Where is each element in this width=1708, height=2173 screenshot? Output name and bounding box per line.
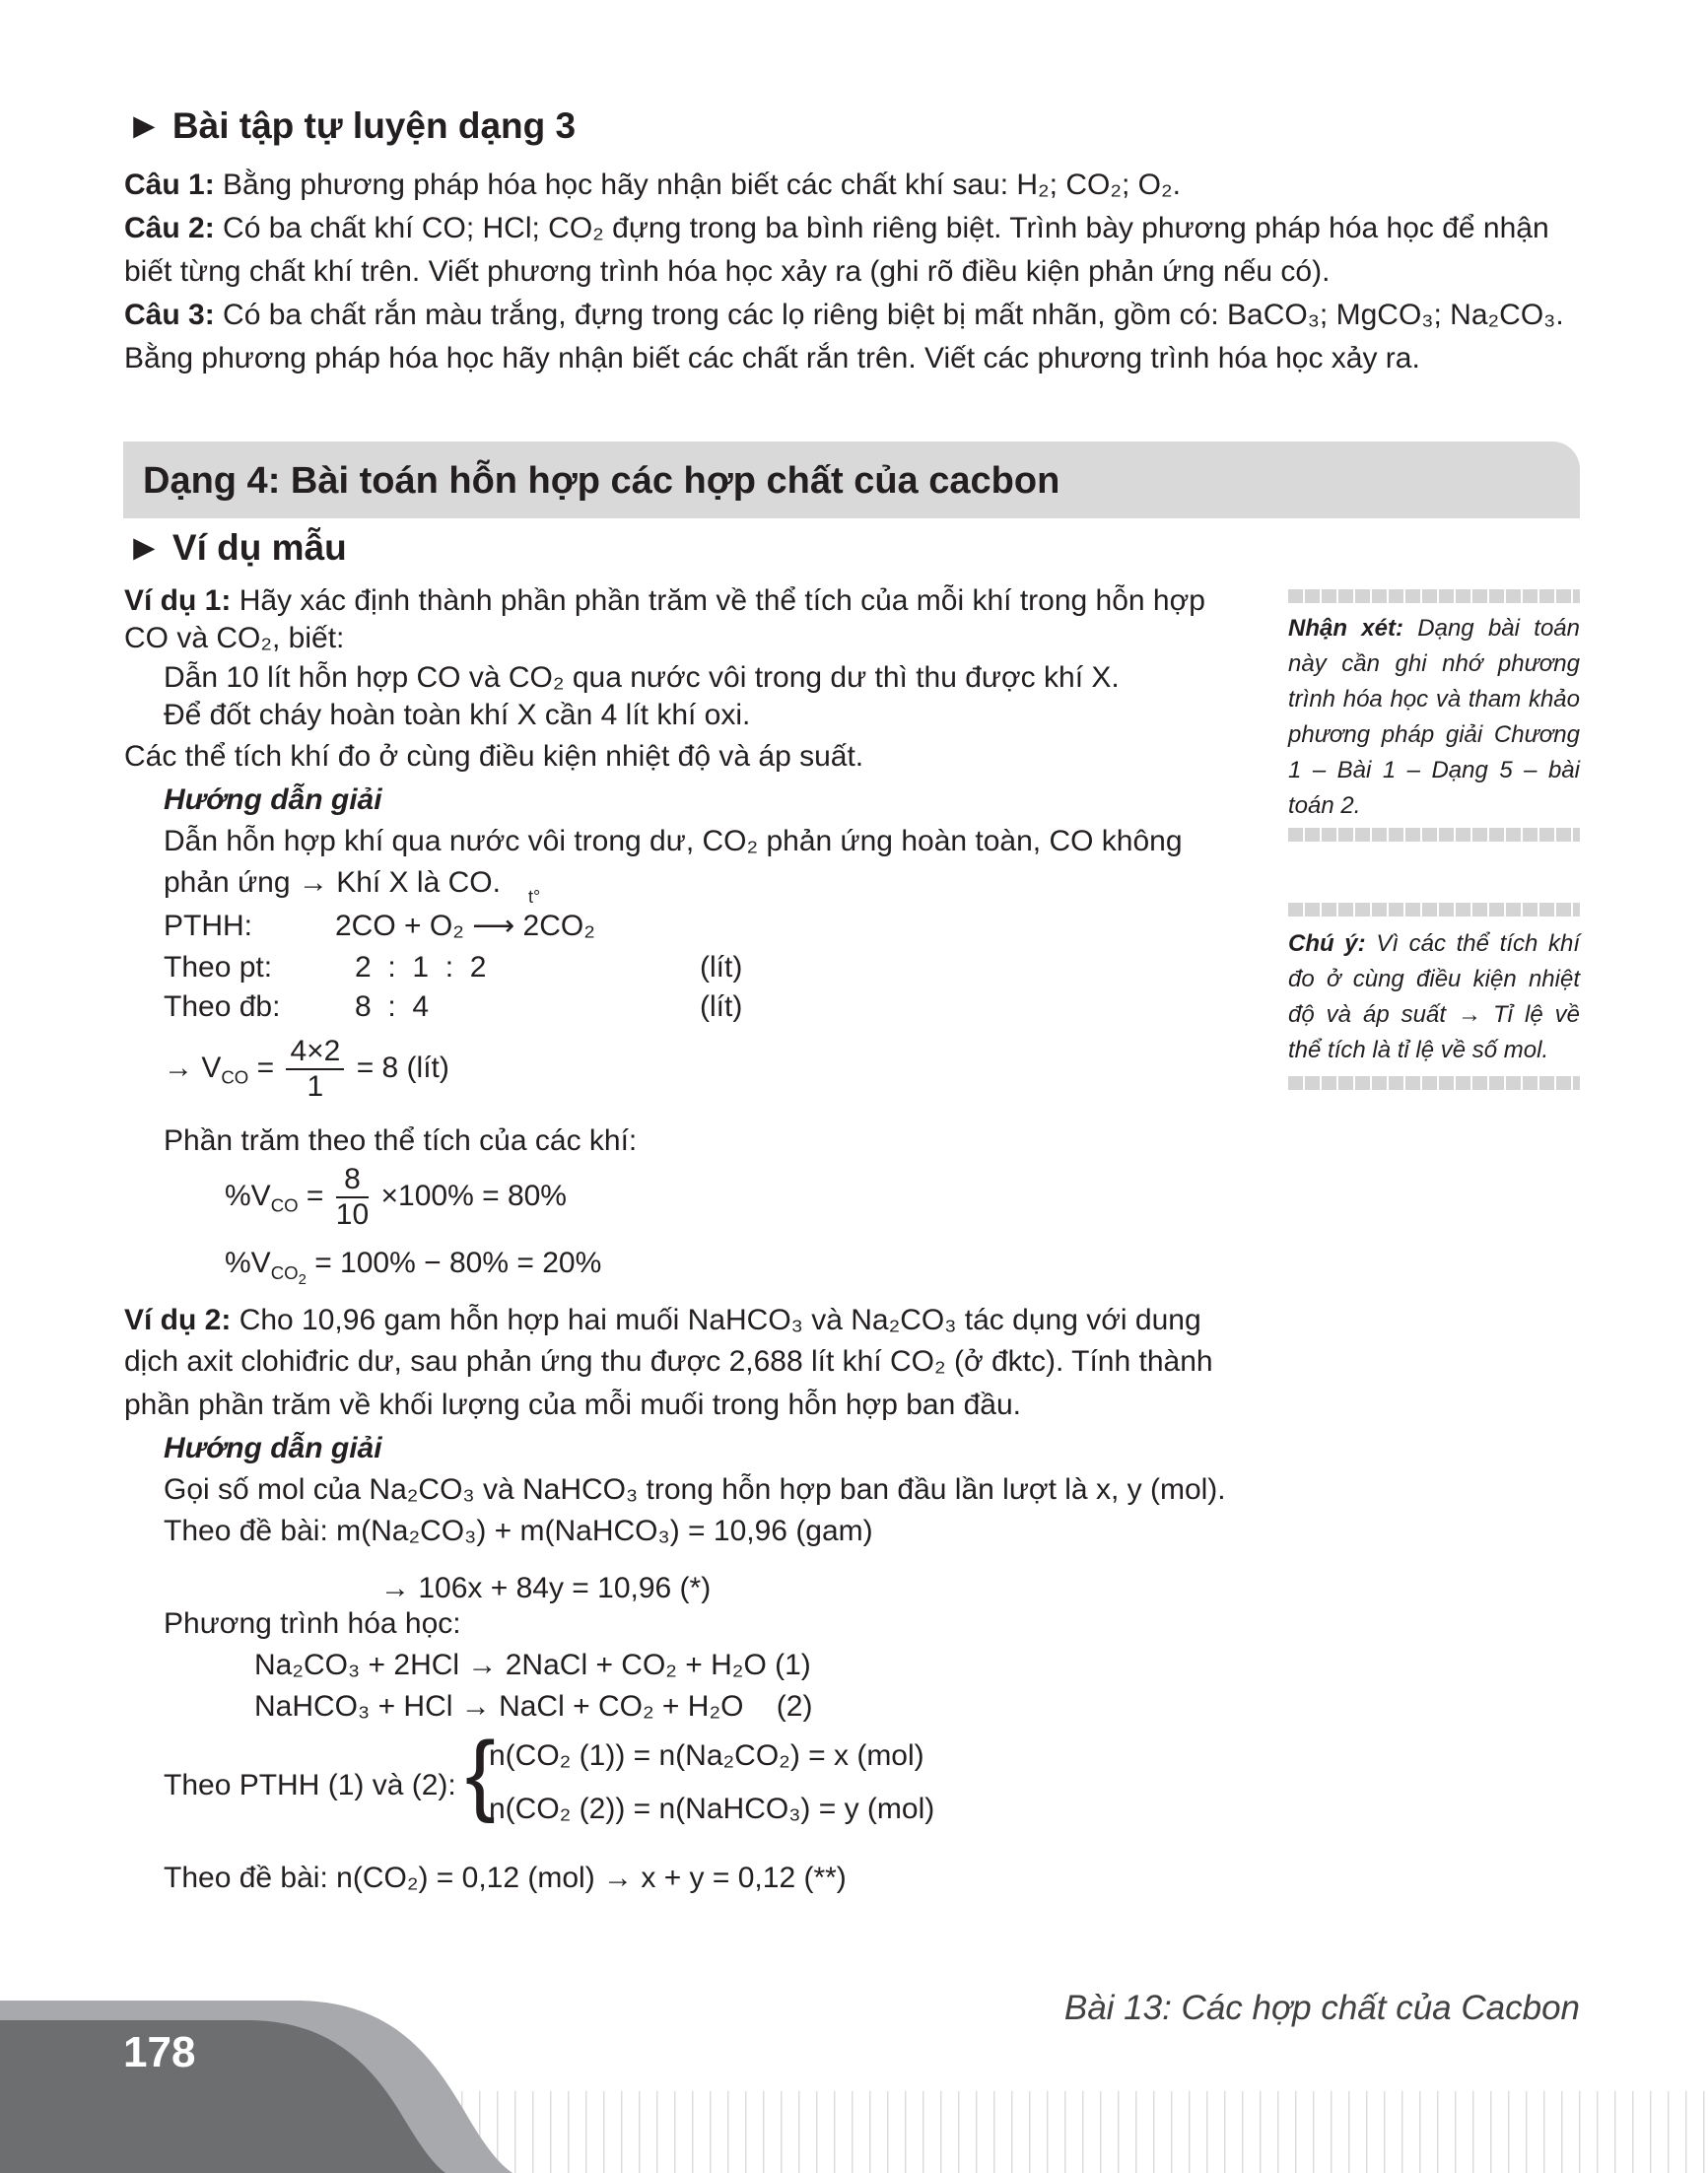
theo-db-label: Theo đb: [164,990,281,1023]
note-2: Chú ý: Vì các thể tích khí đo ở cùng điều kiện nhiệt độ và áp suất → Tỉ lệ về thể tích là tỉ lệ về số mol. [1288,930,1580,1063]
theo-pt-unit: (lít) [700,951,743,984]
equation-1: Na₂CO₃ + 2HCl → 2NaCl + CO₂ + H₂O (1) [254,1649,811,1681]
example-2-line2: dịch axit clohiđric dư, sau phản ứng thu được 2,688 lít khí CO₂ (ở đktc). Tính thành [124,1345,1213,1378]
example-2-pt-label: Phương trình hóa học: [164,1607,461,1640]
system-eq-1: n(CO₂ (1)) = n(Na₂CO₂) = x (mol) [489,1739,924,1772]
vco-formula: → $V_{CO}$ = $\frac{4\times 2}{1}$ = 8 (lít) [164,1035,449,1103]
example-1-guide: Hướng dẫn giải [164,783,382,816]
theo-pt-label: Theo pt: [164,951,273,984]
question-2-line1: Câu 2: Có ba chất khí CO; HCl; CO₂ đựng trong ba bình riêng biệt. Trình bày phương pháp hóa học để nhận [124,212,1549,244]
vco-fraction: $\frac{4\times 2}{1}$ [286,1035,344,1104]
example-2-sol1: Gọi số mol của Na₂CO₃ và NaHCO₃ trong hỗn hợp ban đầu lần lượt là x, y (mol). [164,1473,1226,1506]
example-1-line3: Dẫn 10 lít hỗn hợp CO và CO₂ qua nước vôi trong dư thì thu được khí X. [164,661,1120,694]
example-1-line4: Để đốt cháy hoàn toàn khí X cần 4 lít khí oxi. [164,699,751,731]
example-1-sol2: phản ứng → Khí X là CO. [164,866,501,899]
example-1-line1: Ví dụ 1: Hãy xác định thành phần phần trăm về thể tích của mỗi khí trong hỗn hợp [124,584,1205,617]
example-1-sol1: Dẫn hỗn hợp khí qua nước vôi trong dư, CO₂ phản ứng hoàn toàn, CO không [164,825,1183,857]
example-2-line1: Ví dụ 2: Cho 10,96 gam hỗn hợp hai muối NaHCO₃ và Na₂CO₃ tác dụng với dung [124,1304,1201,1336]
banner-title: Dạng 4: Bài toán hỗn hợp các hợp chất của cacbon [143,460,1060,502]
question-1: Câu 1: Bằng phương pháp hóa học hãy nhận biết các chất khí sau: H₂; CO₂; O₂. [124,169,1181,201]
percent-co-formula: $\%V_{CO}$ = $\frac{8}{10}$ ×100% = 80% [225,1163,567,1231]
theo-db-unit: (lít) [700,990,743,1023]
example-2-line3: phần phần trăm về khối lượng của mỗi muối trong hỗn hợp ban đầu. [124,1389,1021,1421]
question-3-line2: Bằng phương pháp hóa học hãy nhận biết các chất rắn trên. Viết các phương trình hóa học xảy ra. [124,342,1420,374]
note-1: Nhận xét: Dạng bài toán này cần ghi nhớ phương trình hóa học và tham khảo phương pháp giải Chương 1 – Bài 1 – Dạng 5 – bài toán 2. [1288,615,1580,819]
pthh-label: PTHH: [164,910,252,942]
system-eq-2: n(CO₂ (2)) = n(NaHCO₃) = y (mol) [489,1793,935,1825]
percent-co2-formula: $\%V_{CO_2} = 100\% - 80\% = 20\%$ [225,1247,602,1288]
percent-intro: Phần trăm theo thể tích của các khí: [164,1124,638,1157]
theo-pthh-label: Theo PTHH (1) và (2): [164,1769,456,1801]
reaction-condition: t° [528,887,541,907]
example-1-line2: CO và CO₂, biết: [124,622,345,654]
example-1-line5: Các thể tích khí đo ở cùng điều kiện nhiệt độ và áp suất. [124,740,864,773]
section-title: ► Bài tập tự luyện dạng 3 [126,105,577,146]
theo-db-values: 8 : 4 [355,990,430,1023]
example-2-final: Theo đề bài: n(CO₂) = 0,12 (mol) → x + y = 0,12 (**) [164,1862,847,1894]
question-3-line1: Câu 3: Có ba chất rắn màu trắng, đựng trong các lọ riêng biệt bị mất nhãn, gồm có: BaCO₃; MgCO₃; Na₂CO₃. [124,299,1564,331]
pthh-equation: 2CO + O₂ ⟶ 2CO₂ [335,910,595,942]
equation-2: NaHCO₃ + HCl → NaCl + CO₂ + H₂O (2) [254,1690,813,1723]
example-2-sol2: Theo đề bài: m(Na₂CO₃) + m(NaHCO₃) = 10,96 (gam) [164,1515,873,1547]
example-2-guide: Hướng dẫn giải [164,1432,382,1464]
examples-title: ► Ví dụ mẫu [126,527,347,568]
system-brace: { [465,1724,496,1824]
page-number: 178 [123,2028,196,2076]
percent-co-fraction: $\frac{8}{10}$ [335,1163,370,1231]
theo-pt-values: 2 : 1 : 2 [355,951,487,984]
example-2-sol3: → 106x + 84y = 10,96 (*) [380,1572,712,1604]
chapter-title: Bài 13: Các hợp chất của Cacbon [1063,1989,1580,2027]
question-2-line2: biết từng chất khí trên. Viết phương trình hóa học xảy ra (ghi rõ điều kiện phản ứng nếu có). [124,255,1331,288]
